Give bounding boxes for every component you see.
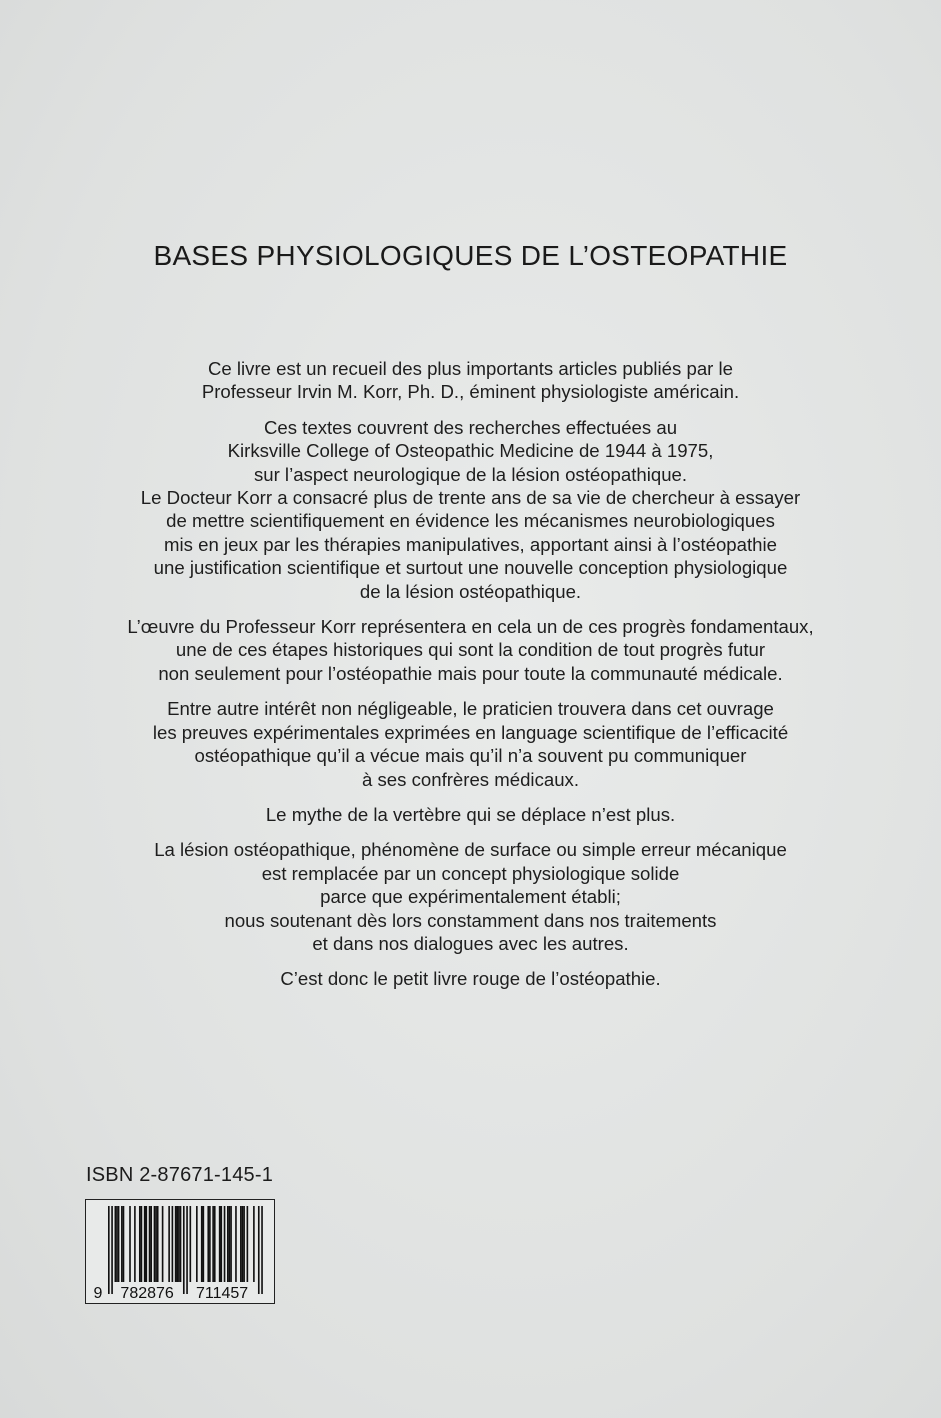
text-line: Professeur Irvin M. Korr, Ph. D., éminent physiologiste américain. [201, 381, 740, 403]
barcode-bar [190, 1206, 192, 1282]
barcode-bar [196, 1206, 198, 1282]
barcode-bar [149, 1206, 151, 1282]
paragraph [0, 803, 941, 826]
barcode-bar [111, 1206, 113, 1294]
barcode-bar [134, 1206, 136, 1282]
barcode-bar [141, 1206, 143, 1282]
barcode-graphic [86, 1200, 273, 1302]
barcode-bar [235, 1206, 237, 1282]
barcode-digits: 782876 [120, 1285, 174, 1302]
text-line: de mettre scientifiquement en évidence les mécanismes neurobiologiques [166, 510, 775, 532]
barcode-bar [172, 1206, 174, 1282]
barcode-bar [155, 1206, 157, 1282]
barcode-bar [258, 1206, 260, 1294]
barcode-bar [207, 1206, 209, 1282]
barcode-bar [108, 1206, 110, 1294]
barcode-bar [150, 1206, 152, 1282]
text-line: Ce livre est un recueil des plus importants articles publiés par le [207, 358, 733, 379]
barcode-bar [183, 1206, 185, 1294]
cover-description [0, 357, 941, 1003]
barcode-bar [229, 1206, 231, 1282]
barcode-bar [186, 1206, 188, 1294]
paragraph [0, 416, 941, 603]
barcode-bar [227, 1206, 229, 1282]
text-line: mis en jeux par les thérapies manipulatives, apportant ainsi à l’ostéopathie [164, 533, 777, 555]
text-line: La lésion ostéopathique, phénomène de surface ou simple erreur mécanique [154, 839, 787, 861]
text-line: et dans nos dialogues avec les autres. [312, 932, 629, 954]
paragraph [0, 838, 941, 955]
barcode-bar [154, 1206, 156, 1282]
text-line: L’œuvre du Professeur Korr représentera en cela un de ces progrès fondamentaux, [127, 616, 814, 638]
barcode-bar [115, 1206, 117, 1282]
barcode-bar [123, 1206, 125, 1282]
barcode-bar [121, 1206, 123, 1282]
barcode-bar [203, 1206, 205, 1282]
barcode-bar [157, 1206, 159, 1282]
barcode-bar [168, 1206, 170, 1282]
barcode-bar [253, 1206, 255, 1282]
text-line: est remplacée par un concept physiologique solide [261, 862, 680, 884]
paragraph [0, 357, 941, 404]
barcode-bar [178, 1206, 180, 1282]
paragraph [0, 697, 941, 791]
text-line: C’est donc le petit livre rouge de l’ostéopathie. [280, 968, 661, 990]
text-line: une justification scientifique et surtout une nouvelle conception physiologique [153, 557, 788, 579]
text-line: Entre autre intérêt non négligeable, le praticien trouvera dans cet ouvrage [167, 698, 774, 720]
text-line: Ces textes couvrent des recherches effectuées au [263, 416, 678, 438]
barcode-bar [220, 1206, 222, 1282]
barcode-digits: 9 [93, 1285, 103, 1302]
barcode-bar [214, 1206, 216, 1282]
barcode-bar [139, 1206, 141, 1282]
barcode-bar [144, 1206, 146, 1282]
barcode-bar [224, 1206, 226, 1282]
barcode-bar [261, 1206, 263, 1294]
barcode-bar [162, 1206, 164, 1282]
text-line: Le Docteur Korr a consacré plus de trente ans de sa vie de chercheur à essayer [140, 487, 801, 509]
barcode-bar [243, 1206, 245, 1282]
text-line: de la lésion ostéopathique. [359, 580, 582, 602]
text-line: sur l’aspect neurologique de la lésion ostéopathique. [253, 463, 688, 485]
barcode-bar [201, 1206, 203, 1282]
barcode-bar [219, 1206, 221, 1282]
text-line: parce que expérimentalement établi; [320, 886, 621, 908]
barcode-bar [145, 1206, 147, 1282]
paragraph [0, 967, 941, 990]
text-line: non seulement pour l’ostéopathie mais pour toute la communauté médicale. [158, 662, 783, 684]
paragraph [0, 615, 941, 685]
isbn-label: ISBN 2-87671-145-1 [86, 1164, 274, 1186]
barcode-bar [175, 1206, 177, 1282]
barcode-bar [209, 1206, 211, 1282]
barcode-bar [116, 1206, 118, 1282]
barcode-bar [247, 1206, 249, 1282]
barcode-bar [118, 1206, 120, 1282]
barcode-bar [176, 1206, 178, 1282]
text-line: Le mythe de la vertèbre qui se déplace n’est plus. [265, 803, 676, 825]
barcode [85, 1199, 275, 1304]
barcode-bar [242, 1206, 244, 1282]
text-line: à ses confrères médicaux. [361, 768, 580, 790]
text-line: nous soutenant dès lors constamment dans nos traitements [224, 909, 717, 931]
book-title: BASES PHYSIOLOGIQUES DE L’OSTEOPATHIE [153, 240, 788, 271]
barcode-bar [240, 1206, 242, 1282]
barcode-bar [230, 1206, 232, 1282]
text-line: une de ces étapes historiques qui sont la condition de tout progrès futur [175, 639, 766, 661]
text-line: Kirksville College of Osteopathic Medicine de 1944 à 1975, [227, 440, 714, 462]
text-line: les preuves expérimentales exprimées en language scientifique de l’efficacité [152, 721, 789, 743]
barcode-digits: 711457 [195, 1285, 249, 1302]
barcode-bar [180, 1206, 182, 1282]
barcode-bar [212, 1206, 214, 1282]
barcode-bar [129, 1206, 131, 1282]
text-line: ostéopathique qu’il a vécue mais qu’il n’a souvent pu communiquer [194, 745, 747, 767]
